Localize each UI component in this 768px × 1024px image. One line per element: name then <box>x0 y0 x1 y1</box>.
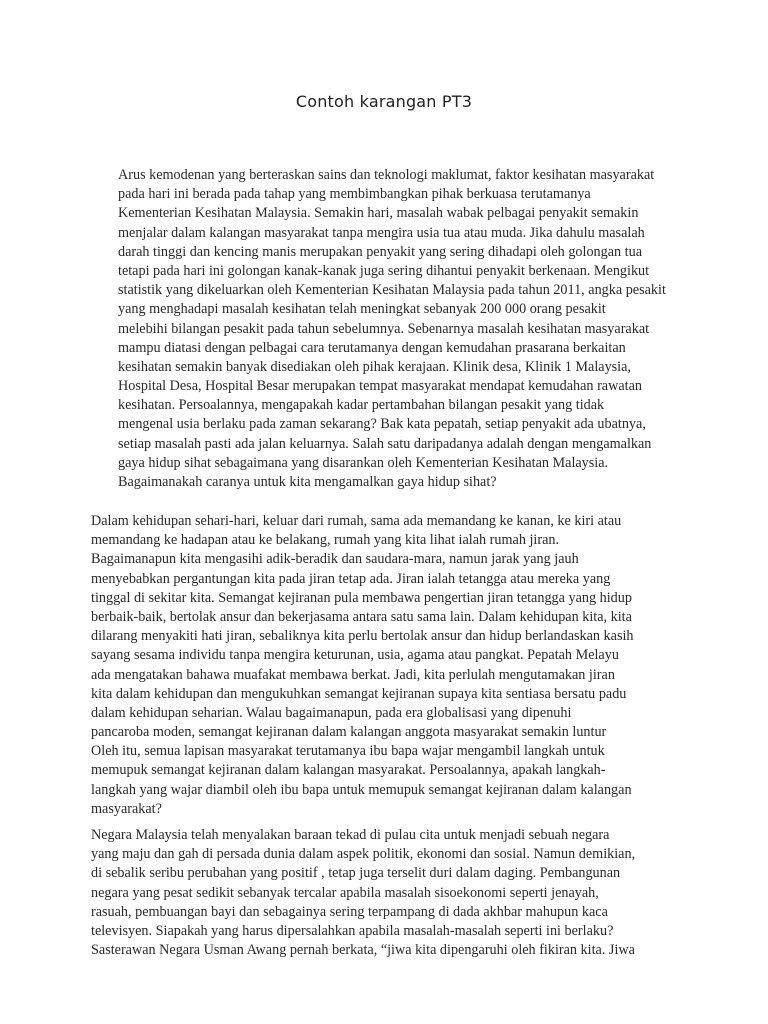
paragraph-line: menyebabkan pergantungan kita pada jiran tetap ada. Jiran ialah tetangga atau mereka yang <box>91 570 611 587</box>
paragraph-line: menjalar dalam kalangan masyarakat tanpa mengira usia tua atau muda. Jika dahulu masalah <box>118 224 645 241</box>
paragraph-line: gaya hidup sihat sebagaimana yang disarankan oleh Kementerian Kesihatan Malaysia. <box>118 454 609 471</box>
paragraph-line: Hospital Desa, Hospital Besar merupakan tempat masyarakat mendapat kemudahan rawatan <box>118 378 642 395</box>
paragraph-line: di sebalik seribu perubahan yang positif , tetap juga terselit duri dalam daging. Pembangunan <box>91 865 621 882</box>
paragraph-line: sayang sesama individu tanpa mengira keturunan, usia, agama atau pangkat. Pepatah Melayu <box>91 647 619 664</box>
paragraph-line: dalam kehidupan seharian. Walau bagaimanapun, pada era globalisasi yang dipenuhi <box>91 704 572 721</box>
paragraph-line: yang menghadapi masalah kesihatan telah meningkat sebanyak 200 000 orang pesakit <box>118 301 606 318</box>
paragraph-line: mengenal usia berlaku pada zaman sekarang? Bak kata pepatah, setiap penyakit ada ubatnya, <box>118 416 646 433</box>
paragraph-line: Arus kemodenan yang berteraskan sains dan teknologi maklumat, faktor kesihatan masyarakat <box>118 167 655 183</box>
paragraph-line: televisyen. Siapakah yang harus dipersalahkan apabila masalah-masalah seperti ini berlaku? <box>91 922 614 939</box>
paragraph-line: rasuah, pembuangan bayi dan sebagainya sering terpampang di dada akhbar mahupun kaca <box>91 903 608 920</box>
paragraph-line: tetapi pada hari ini golongan kanak-kanak juga sering dihantui penyakit berkenaan. Mengikut <box>118 262 650 279</box>
paragraph-line: setiap masalah pasti ada jalan keluarnya. Salah satu daripadanya adalah dengan mengamalkan <box>118 435 652 452</box>
paragraph-line: Bagaimanakah caranya untuk kita mengamalkan gaya hidup sihat? <box>118 474 497 490</box>
paragraph-line: Dalam kehidupan sehari-hari, keluar dari rumah, sama ada memandang ke kanan, ke kiri atau <box>91 513 622 529</box>
paragraph-line: memandang ke hadapan atau ke belakang, rumah yang kita lihat ialah rumah jiran. <box>91 532 560 549</box>
paragraph-line: berbaik-baik, bertolak ansur dan bekerjasama antara satu sama lain. Dalam kehidupan kita, kita <box>91 608 632 625</box>
paragraph-line: kesihatan semakin banyak disediakan oleh pihak kerajaan. Klinik desa, Klinik 1 Malaysia, <box>118 358 631 375</box>
paragraph-line: ada mengatakan bahawa muafakat membawa berkat. Jadi, kita perlulah mengutamakan jiran <box>91 666 615 683</box>
paragraph-line: Kementerian Kesihatan Malaysia. Semakin hari, masalah wabak pelbagai penyakit semakin <box>118 205 639 222</box>
paragraph-line: memupuk semangat kejiranan dalam kalangan masyarakat. Persoalannya, apakah langkah- <box>91 762 606 779</box>
paragraph-kejiranan <box>91 512 634 819</box>
paragraph-line: mampu diatasi dengan pelbagai cara terutamanya dengan kemudahan prasarana berkaitan <box>118 339 626 356</box>
paragraph-line: melebihi bilangan pesakit pada tahun sebelumnya. Sebenarnya masalah kesihatan masyarakat <box>118 320 650 337</box>
paragraph-line: kita dalam kehidupan dan mengukuhkan semangat kejiranan supaya kita sentiasa bersatu padu <box>91 685 627 702</box>
paragraph-line: Sasterawan Negara Usman Awang pernah berkata, “jiwa kita dipengaruhi oleh fikiran kita. Jiwa <box>91 942 635 959</box>
paragraph-line: negara yang pesat sedikit sebanyak tercalar apabila masalah sisoekonomi seperti jenayah, <box>91 884 599 901</box>
paragraph-introduction <box>118 166 666 492</box>
paragraph-line: masyarakat? <box>91 800 162 817</box>
paragraph-line: kesihatan. Persoalannya, mengapakah kadar pertambahan bilangan pesakit yang tidak <box>118 397 605 414</box>
paragraph-line: darah tinggi dan kencing manis merupakan penyakit yang sering dihadapi oleh golongan tua <box>118 243 643 260</box>
paragraph-line: Negara Malaysia telah menyalakan baraan tekad di pulau cita untuk menjadi sebuah negara <box>91 827 610 843</box>
paragraph-line: yang maju dan gah di persada dunia dalam aspek politik, ekonomi dan sosial. Namun demikian, <box>91 846 636 863</box>
paragraph-line: tinggal di sekitar kita. Semangat kejiranan pula membawa pengertian jiran tetangga yang hidup <box>91 589 632 606</box>
paragraph-negara-malaysia <box>91 826 635 960</box>
paragraph-line: pada hari ini berada pada tahap yang membimbangkan pihak berkuasa terutamanya <box>118 186 591 203</box>
paragraph-line: langkah yang wajar diambil oleh ibu bapa untuk memupuk semangat kejiranan dalam kalangan <box>91 781 632 798</box>
paragraph-line: dilarang menyakiti hati jiran, sebaliknya kita perlu bertolak ansur dan hidup berlandaskan kasih <box>91 628 634 645</box>
document-title: Contoh karangan PT3 <box>295 92 473 111</box>
paragraph-line: Bagaimanapun kita mengasihi adik-beradik dan saudara-mara, namun jarak yang jauh <box>91 551 579 568</box>
paragraph-line: Oleh itu, semua lapisan masyarakat terutamanya ibu bapa wajar mengambil langkah untuk <box>91 743 605 760</box>
paragraph-line: statistik yang dikeluarkan oleh Kementerian Kesihatan Malaysia pada tahun 2011, angka pesakit <box>118 282 666 299</box>
paragraph-line: pancaroba moden, semangat kejiranan dalam kalangan anggota masyarakat semakin luntur <box>91 724 607 741</box>
